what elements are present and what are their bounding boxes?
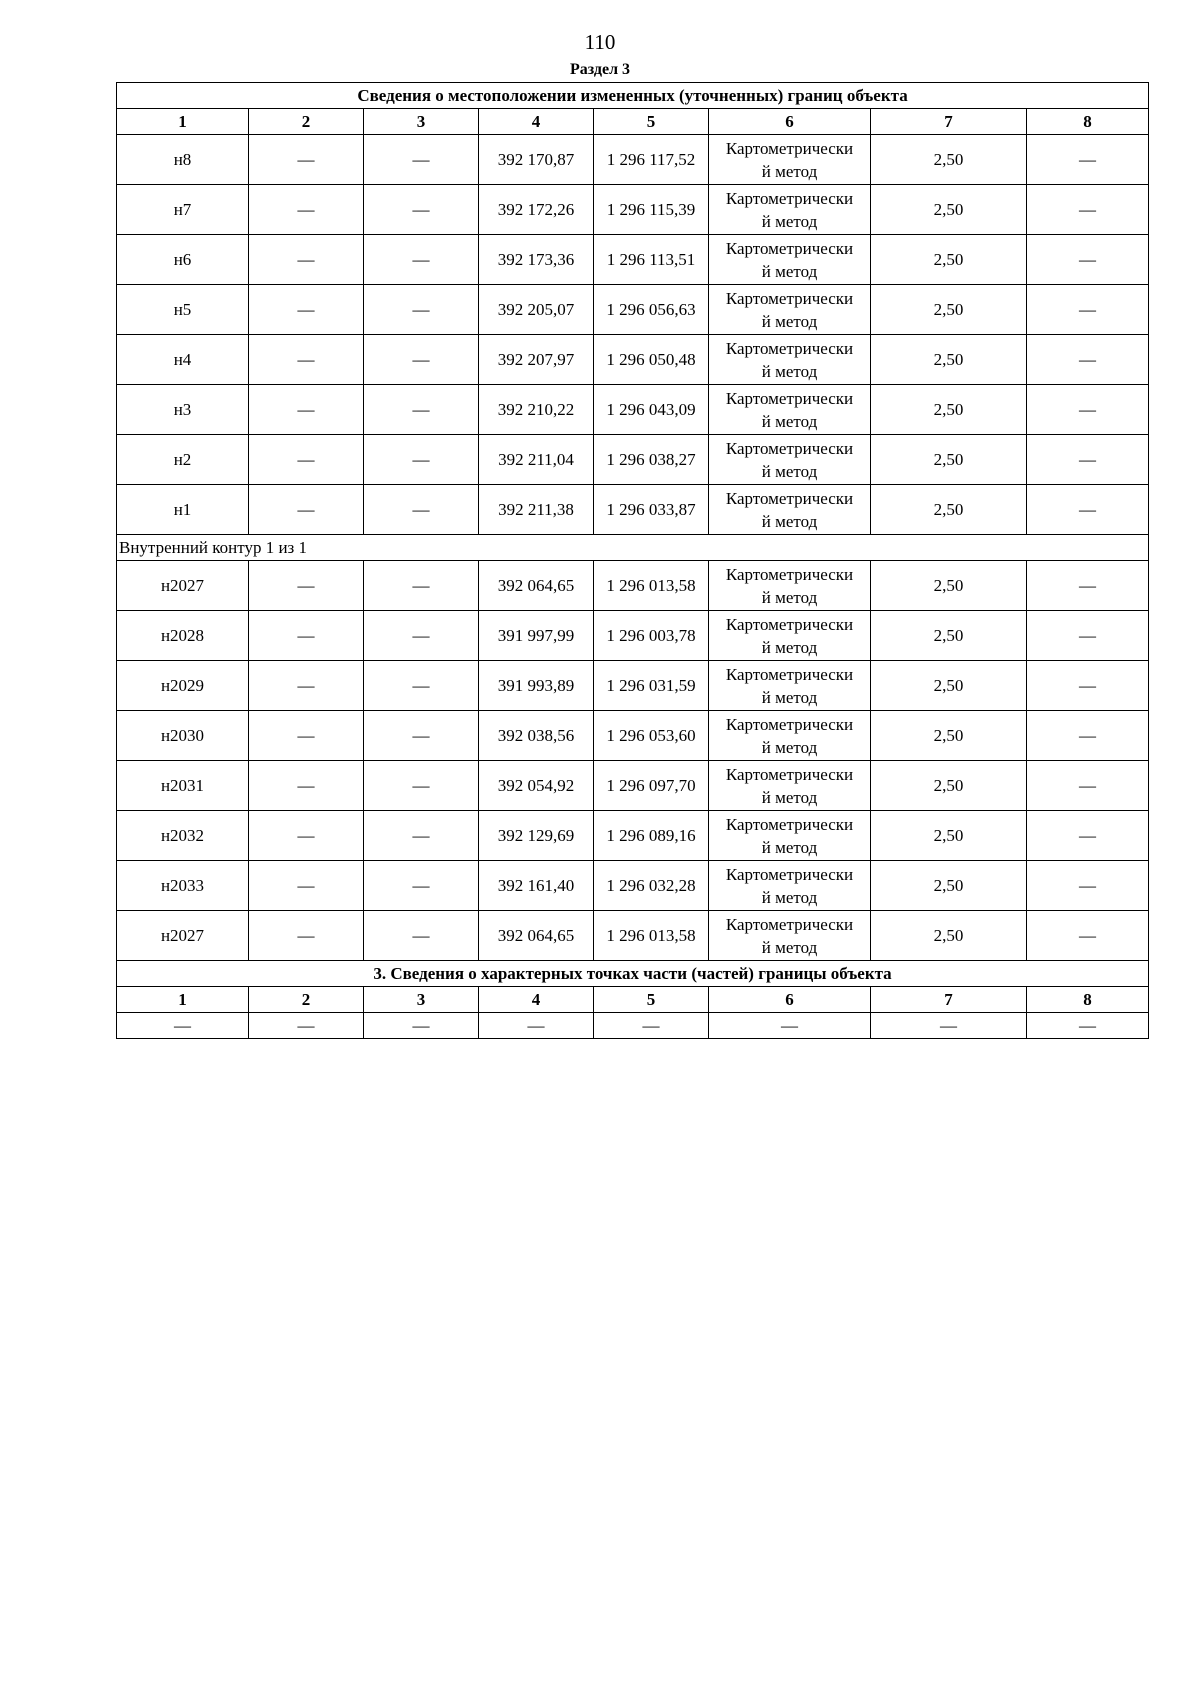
point-label: н5 bbox=[117, 285, 249, 335]
section-label: Раздел 3 bbox=[569, 61, 631, 78]
method-text-line: Картометрически bbox=[725, 188, 854, 208]
method-text-line: Картометрически bbox=[725, 438, 854, 458]
table-row bbox=[117, 135, 1149, 185]
method-text-line: й метод bbox=[761, 637, 818, 657]
point-label: н2032 bbox=[117, 811, 249, 861]
table-row bbox=[117, 611, 1149, 661]
empty-cell: — bbox=[364, 185, 479, 235]
y-coordinate: 1 296 003,78 bbox=[594, 611, 709, 661]
empty-cell: — bbox=[364, 285, 479, 335]
column-number: 3 bbox=[364, 987, 479, 1013]
empty-cell: — bbox=[364, 761, 479, 811]
table-row bbox=[117, 435, 1149, 485]
column-number: 2 bbox=[249, 987, 364, 1013]
x-coordinate: 392 129,69 bbox=[479, 811, 594, 861]
empty-cell: — bbox=[364, 911, 479, 961]
empty-cell: — bbox=[1027, 1013, 1149, 1039]
point-label: н2033 bbox=[117, 861, 249, 911]
method-text-line: й метод bbox=[761, 211, 818, 231]
accuracy-value: 2,50 bbox=[871, 285, 1027, 335]
x-coordinate: 392 170,87 bbox=[479, 135, 594, 185]
empty-cell: — bbox=[249, 485, 364, 535]
method-text-line: й метод bbox=[761, 937, 818, 957]
column-number: 5 bbox=[594, 987, 709, 1013]
method-text-line: Картометрически bbox=[725, 864, 854, 884]
method-cell bbox=[709, 185, 871, 235]
accuracy-value: 2,50 bbox=[871, 761, 1027, 811]
x-coordinate: 392 210,22 bbox=[479, 385, 594, 435]
empty-cell: — bbox=[364, 1013, 479, 1039]
accuracy-value: 2,50 bbox=[871, 485, 1027, 535]
parts-data-row bbox=[117, 1013, 1149, 1039]
empty-cell: — bbox=[1027, 185, 1149, 235]
x-coordinate: 392 064,65 bbox=[479, 911, 594, 961]
method-cell bbox=[709, 811, 871, 861]
column-number: 1 bbox=[117, 987, 249, 1013]
table-row bbox=[117, 335, 1149, 385]
page-number: 110 bbox=[584, 30, 616, 54]
empty-cell: — bbox=[1027, 711, 1149, 761]
empty-cell: — bbox=[364, 611, 479, 661]
empty-cell: — bbox=[249, 435, 364, 485]
boundary-coordinates-table bbox=[116, 82, 1149, 1039]
method-text-line: й метод bbox=[761, 411, 818, 431]
y-coordinate: 1 296 097,70 bbox=[594, 761, 709, 811]
empty-cell: — bbox=[364, 711, 479, 761]
method-cell bbox=[709, 285, 871, 335]
column-number: 4 bbox=[479, 109, 594, 135]
y-coordinate: 1 296 115,39 bbox=[594, 185, 709, 235]
method-cell bbox=[709, 235, 871, 285]
y-coordinate: 1 296 053,60 bbox=[594, 711, 709, 761]
table-row bbox=[117, 235, 1149, 285]
empty-cell: — bbox=[1027, 285, 1149, 335]
y-coordinate: 1 296 050,48 bbox=[594, 335, 709, 385]
table-row bbox=[117, 861, 1149, 911]
method-text-line: й метод bbox=[761, 361, 818, 381]
x-coordinate: 392 211,04 bbox=[479, 435, 594, 485]
column-number: 4 bbox=[479, 987, 594, 1013]
y-coordinate: 1 296 032,28 bbox=[594, 861, 709, 911]
y-coordinate: 1 296 013,58 bbox=[594, 561, 709, 611]
point-label: н8 bbox=[117, 135, 249, 185]
empty-cell: — bbox=[249, 1013, 364, 1039]
column-number: 3 bbox=[364, 109, 479, 135]
method-cell bbox=[709, 485, 871, 535]
method-text-line: Картометрически bbox=[725, 138, 854, 158]
x-coordinate: 391 997,99 bbox=[479, 611, 594, 661]
parts-title-row bbox=[117, 961, 1149, 987]
empty-cell: — bbox=[1027, 435, 1149, 485]
empty-cell: — bbox=[1027, 861, 1149, 911]
empty-cell: — bbox=[1027, 135, 1149, 185]
y-coordinate: 1 296 089,16 bbox=[594, 811, 709, 861]
table-row bbox=[117, 185, 1149, 235]
method-text-line: й метод bbox=[761, 737, 818, 757]
y-coordinate: 1 296 113,51 bbox=[594, 235, 709, 285]
y-coordinate: 1 296 033,87 bbox=[594, 485, 709, 535]
empty-cell: — bbox=[249, 861, 364, 911]
accuracy-value: 2,50 bbox=[871, 861, 1027, 911]
method-text-line: Картометрически bbox=[725, 664, 854, 684]
empty-cell: — bbox=[249, 135, 364, 185]
empty-cell: — bbox=[249, 285, 364, 335]
parts-column-number-row bbox=[117, 987, 1149, 1013]
empty-cell: — bbox=[249, 711, 364, 761]
point-label: н2029 bbox=[117, 661, 249, 711]
method-text-line: Картометрически bbox=[725, 238, 854, 258]
empty-cell: — bbox=[364, 561, 479, 611]
method-cell bbox=[709, 661, 871, 711]
method-cell bbox=[709, 435, 871, 485]
method-text-line: Картометрически bbox=[725, 388, 854, 408]
table-row bbox=[117, 711, 1149, 761]
empty-cell: — bbox=[1027, 811, 1149, 861]
point-label: н2031 bbox=[117, 761, 249, 811]
point-label: н2028 bbox=[117, 611, 249, 661]
method-text-line: й метод bbox=[761, 837, 818, 857]
column-number: 5 bbox=[594, 109, 709, 135]
parts-title: 3. Сведения о характерных точках части (частей) границы объекта bbox=[117, 961, 1149, 987]
empty-cell: — bbox=[249, 911, 364, 961]
method-text-line: й метод bbox=[761, 461, 818, 481]
column-number: 1 bbox=[117, 109, 249, 135]
empty-cell: — bbox=[249, 661, 364, 711]
empty-cell: — bbox=[364, 335, 479, 385]
table-row bbox=[117, 485, 1149, 535]
x-coordinate: 392 207,97 bbox=[479, 335, 594, 385]
empty-cell: — bbox=[709, 1013, 871, 1039]
point-label: н1 bbox=[117, 485, 249, 535]
point-label: н6 bbox=[117, 235, 249, 285]
accuracy-value: 2,50 bbox=[871, 561, 1027, 611]
method-text-line: Картометрически bbox=[725, 714, 854, 734]
empty-cell: — bbox=[364, 661, 479, 711]
method-cell bbox=[709, 561, 871, 611]
method-text-line: Картометрически bbox=[725, 614, 854, 634]
empty-cell: — bbox=[249, 561, 364, 611]
inner-contour-row bbox=[117, 535, 1149, 561]
empty-cell: — bbox=[364, 235, 479, 285]
y-coordinate: 1 296 013,58 bbox=[594, 911, 709, 961]
empty-cell: — bbox=[249, 185, 364, 235]
method-cell bbox=[709, 761, 871, 811]
method-cell bbox=[709, 861, 871, 911]
column-number: 6 bbox=[709, 109, 871, 135]
method-text-line: Картометрически bbox=[725, 488, 854, 508]
empty-cell: — bbox=[364, 435, 479, 485]
point-label: н4 bbox=[117, 335, 249, 385]
accuracy-value: 2,50 bbox=[871, 911, 1027, 961]
empty-cell: — bbox=[1027, 235, 1149, 285]
empty-cell: — bbox=[871, 1013, 1027, 1039]
method-text-line: Картометрически bbox=[725, 914, 854, 934]
method-text-line: й метод bbox=[761, 687, 818, 707]
y-coordinate: 1 296 117,52 bbox=[594, 135, 709, 185]
inner-contour-label: Внутренний контур 1 из 1 bbox=[117, 535, 1149, 561]
x-coordinate: 392 064,65 bbox=[479, 561, 594, 611]
empty-cell: — bbox=[364, 861, 479, 911]
empty-cell: — bbox=[249, 235, 364, 285]
point-label: н2027 bbox=[117, 911, 249, 961]
empty-cell: — bbox=[1027, 611, 1149, 661]
table-title-row bbox=[117, 83, 1149, 109]
table-row bbox=[117, 911, 1149, 961]
accuracy-value: 2,50 bbox=[871, 185, 1027, 235]
empty-cell: — bbox=[249, 335, 364, 385]
accuracy-value: 2,50 bbox=[871, 711, 1027, 761]
method-cell bbox=[709, 711, 871, 761]
empty-cell: — bbox=[364, 485, 479, 535]
y-coordinate: 1 296 056,63 bbox=[594, 285, 709, 335]
empty-cell: — bbox=[249, 811, 364, 861]
column-number: 8 bbox=[1027, 109, 1149, 135]
method-text-line: Картометрически bbox=[725, 564, 854, 584]
column-number: 7 bbox=[871, 987, 1027, 1013]
x-coordinate: 392 161,40 bbox=[479, 861, 594, 911]
empty-cell: — bbox=[364, 385, 479, 435]
column-number: 7 bbox=[871, 109, 1027, 135]
x-coordinate: 392 038,56 bbox=[479, 711, 594, 761]
point-label: н2027 bbox=[117, 561, 249, 611]
x-coordinate: 392 205,07 bbox=[479, 285, 594, 335]
empty-cell: — bbox=[249, 611, 364, 661]
y-coordinate: 1 296 038,27 bbox=[594, 435, 709, 485]
column-number: 6 bbox=[709, 987, 871, 1013]
accuracy-value: 2,50 bbox=[871, 235, 1027, 285]
method-text-line: й метод bbox=[761, 261, 818, 281]
method-cell bbox=[709, 135, 871, 185]
point-label: н7 bbox=[117, 185, 249, 235]
column-number: 2 bbox=[249, 109, 364, 135]
table-row bbox=[117, 285, 1149, 335]
accuracy-value: 2,50 bbox=[871, 135, 1027, 185]
table-title: Сведения о местоположении измененных (уточненных) границ объекта bbox=[117, 83, 1149, 109]
table-row bbox=[117, 561, 1149, 611]
empty-cell: — bbox=[479, 1013, 594, 1039]
method-text-line: й метод bbox=[761, 161, 818, 181]
accuracy-value: 2,50 bbox=[871, 811, 1027, 861]
empty-cell: — bbox=[364, 811, 479, 861]
x-coordinate: 391 993,89 bbox=[479, 661, 594, 711]
accuracy-value: 2,50 bbox=[871, 435, 1027, 485]
accuracy-value: 2,50 bbox=[871, 611, 1027, 661]
empty-cell: — bbox=[1027, 761, 1149, 811]
x-coordinate: 392 211,38 bbox=[479, 485, 594, 535]
method-text-line: Картометрически bbox=[725, 338, 854, 358]
method-text-line: Картометрически bbox=[725, 288, 854, 308]
empty-cell: — bbox=[594, 1013, 709, 1039]
method-text-line: й метод bbox=[761, 787, 818, 807]
accuracy-value: 2,50 bbox=[871, 385, 1027, 435]
empty-cell: — bbox=[1027, 485, 1149, 535]
point-label: н2 bbox=[117, 435, 249, 485]
table-row bbox=[117, 385, 1149, 435]
method-text-line: й метод bbox=[761, 887, 818, 907]
table-row bbox=[117, 661, 1149, 711]
x-coordinate: 392 054,92 bbox=[479, 761, 594, 811]
x-coordinate: 392 172,26 bbox=[479, 185, 594, 235]
point-label: н3 bbox=[117, 385, 249, 435]
method-cell bbox=[709, 385, 871, 435]
empty-cell: — bbox=[1027, 385, 1149, 435]
empty-cell: — bbox=[1027, 911, 1149, 961]
empty-cell: — bbox=[249, 761, 364, 811]
empty-cell: — bbox=[364, 135, 479, 185]
column-number: 8 bbox=[1027, 987, 1149, 1013]
method-text-line: й метод bbox=[761, 511, 818, 531]
method-cell bbox=[709, 911, 871, 961]
method-cell bbox=[709, 335, 871, 385]
method-cell bbox=[709, 611, 871, 661]
table-row bbox=[117, 761, 1149, 811]
table-row bbox=[117, 811, 1149, 861]
empty-cell: — bbox=[117, 1013, 249, 1039]
y-coordinate: 1 296 043,09 bbox=[594, 385, 709, 435]
empty-cell: — bbox=[1027, 661, 1149, 711]
method-text-line: й метод bbox=[761, 587, 818, 607]
x-coordinate: 392 173,36 bbox=[479, 235, 594, 285]
accuracy-value: 2,50 bbox=[871, 335, 1027, 385]
column-number-row bbox=[117, 109, 1149, 135]
empty-cell: — bbox=[1027, 561, 1149, 611]
empty-cell: — bbox=[1027, 335, 1149, 385]
accuracy-value: 2,50 bbox=[871, 661, 1027, 711]
empty-cell: — bbox=[249, 385, 364, 435]
method-text-line: Картометрически bbox=[725, 814, 854, 834]
method-text-line: й метод bbox=[761, 311, 818, 331]
point-label: н2030 bbox=[117, 711, 249, 761]
y-coordinate: 1 296 031,59 bbox=[594, 661, 709, 711]
method-text-line: Картометрически bbox=[725, 764, 854, 784]
